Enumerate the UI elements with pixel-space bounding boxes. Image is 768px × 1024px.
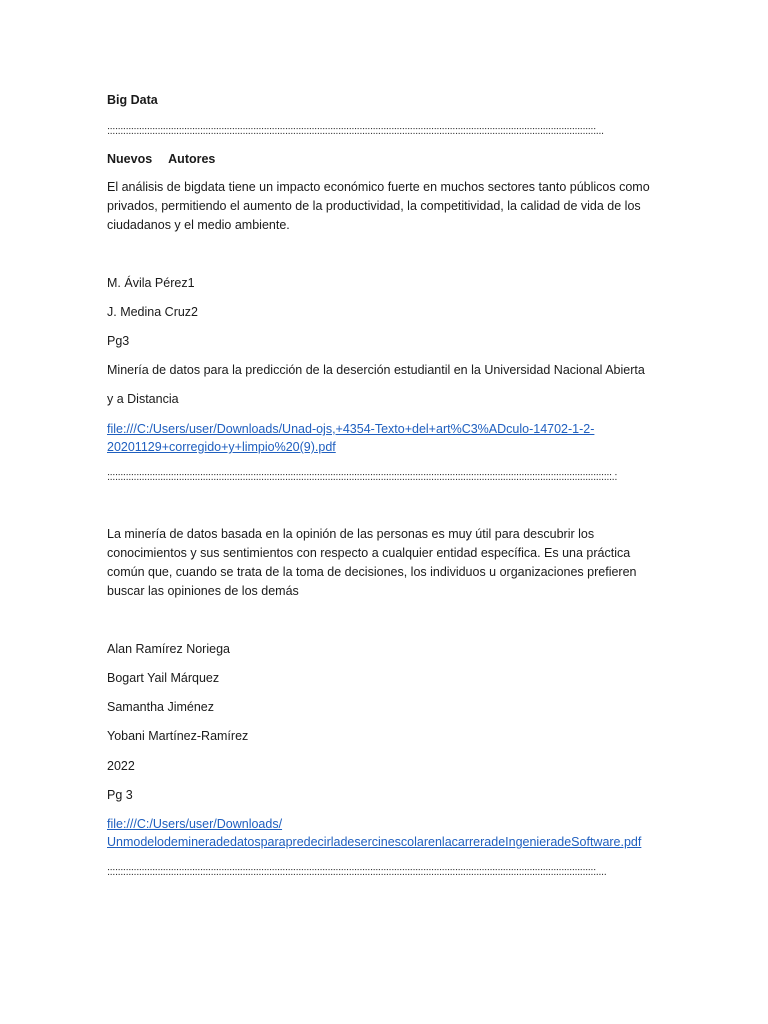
ref2-author: Samantha Jiménez — [107, 700, 215, 714]
second-paragraph-line: común que, cuando se trata de la toma de decisiones, los individuos u organizaciones prefieren — [107, 565, 637, 579]
ref2-author: Yobani Martínez-Ramírez — [107, 729, 249, 743]
separator-line: ::::::::::::::::::::::::::::::::::::::::::::::::::::::::::::::::::::::::::::::::::::::::::::::::::::::::::::::::::::::::::::::::::::::::::::::::::::::::::::::::::::::::::::::::::::::::... — [107, 125, 604, 137]
ref2-author: Bogart Yail Márquez — [107, 671, 220, 685]
document-title: Big Data — [107, 93, 158, 107]
ref1-author: M. Ávila Pérez1 — [107, 276, 195, 290]
ref2-author: Alan Ramírez Noriega — [107, 642, 230, 656]
ref1-author: J. Medina Cruz2 — [107, 305, 199, 319]
ref1-link-line[interactable]: file:///C:/Users/user/Downloads/Unad-ojs,+4354-Texto+del+art%C3%ADculo-14702-1-2- — [107, 422, 595, 436]
intro-line: El análisis de bigdata tiene un impacto económico fuerte en muchos sectores tanto públicos como — [107, 180, 650, 194]
ref1-title: y a Distancia — [107, 392, 179, 406]
intro-line: privados, permitiendo el aumento de la productividad, la competitividad, la calidad de vida de los — [107, 199, 641, 213]
intro-line: ciudadanos y el medio ambiente. — [107, 218, 290, 232]
ref1-link-line[interactable]: 20201129+corregido+y+limpio%20(9).pdf — [107, 440, 336, 454]
second-paragraph-line: La minería de datos basada en la opinión de las personas es muy útil para descubrir los — [107, 527, 595, 541]
ref1-link[interactable] — [107, 420, 594, 456]
ref2-link-line[interactable]: UnmodelodemineradedatosparapredecirladesercinescolarenlacarreradeIngenieradeSoftware.pdf — [107, 835, 642, 849]
separator-line: ::::::::::::::::::::::::::::::::::::::::::::::::::::::::::::::::::::::::::::::::::::::::::::::::::::::::::::::::::::::::::::::::::::::::::::::::::::::::::::::::::::::::::::::::::::::::.... — [107, 866, 607, 878]
section-heading — [107, 150, 215, 169]
second-paragraph — [107, 525, 667, 601]
separator-line: ::::::::::::::::::::::::::::::::::::::::::::::::::::::::::::::::::::::::::::::::::::::::::::::::::::::::::::::::::::::::::::::::::::::::::::::::::::::::::::::::::::::::::::::::::::::::::::::.: — [107, 471, 617, 483]
ref1-title: Minería de datos para la predicción de la deserción estudiantil en la Universidad Nacional Abierta — [107, 363, 645, 377]
second-paragraph-line: conocimientos y sus sentimientos con respecto a cualquier entidad específica. Es una práctica — [107, 546, 631, 560]
ref2-link[interactable] — [107, 815, 641, 851]
heading-nuevos: Nuevos — [107, 152, 153, 166]
second-paragraph-line: buscar las opiniones de los demás — [107, 584, 299, 598]
ref2-year: 2022 — [107, 759, 135, 773]
heading-autores: Autores — [168, 152, 216, 166]
ref1-page: Pg3 — [107, 334, 130, 348]
intro-paragraph — [107, 178, 667, 235]
ref2-page: Pg 3 — [107, 788, 133, 802]
ref2-link-line[interactable]: file:///C:/Users/user/Downloads/ — [107, 817, 283, 831]
